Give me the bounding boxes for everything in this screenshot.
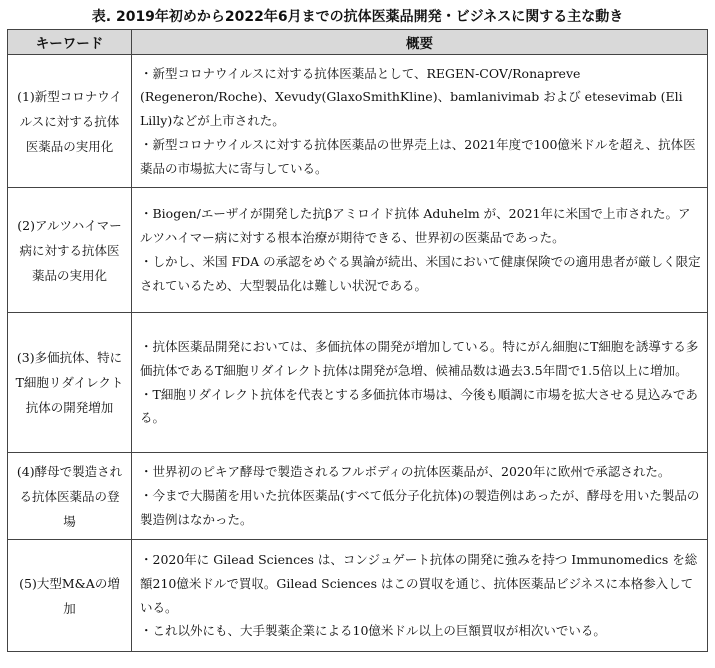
table-row bbox=[8, 55, 708, 188]
row-description bbox=[132, 55, 708, 188]
row-keyword: (5)大型M&Aの増加 bbox=[8, 540, 132, 652]
row-description bbox=[132, 540, 708, 652]
summary-table bbox=[7, 29, 708, 652]
row-keyword: (4)酵母で製造される抗体医薬品の登場 bbox=[8, 453, 132, 540]
header-keyword: キーワード bbox=[8, 30, 132, 55]
description-bullet: ・T細胞リダイレクト抗体を代表とする多価抗体市場は、今後も順調に市場を拡大させる見込みである。 bbox=[140, 386, 698, 426]
row-keyword: (2)アルツハイマー病に対する抗体医薬品の実用化 bbox=[8, 188, 132, 313]
description-bullet: ・これ以外にも、大手製薬企業による10億米ドル以上の巨額買収が相次いでいる。 bbox=[140, 623, 606, 639]
description-bullet: ・世界初のピキア酵母で製造されるフルボディの抗体医薬品が、2020年に欧州で承認された。 bbox=[140, 464, 671, 480]
table-title: 表. 2019年初めから2022年6月までの抗体医薬品開発・ビジネスに関する主な動き bbox=[91, 9, 624, 25]
description-bullet: ・新型コロナウイルスに対する抗体医薬品の世界売上は、2021年度で100億米ドルを超え、抗体医薬品の市場拡大に寄与している。 bbox=[140, 136, 696, 176]
row-keyword: (3)多価抗体、特にT細胞リダイレクト抗体の開発増加 bbox=[8, 313, 132, 453]
table-row bbox=[8, 188, 708, 313]
header-summary: 概要 bbox=[132, 30, 708, 55]
description-bullet: ・新型コロナウイルスに対する抗体医薬品として、REGEN-COV/Ronapreve (Regeneron/Roche)、Xevudy(GlaxoSmithKline)、bamlanivimab および etesevimab (Eli Lilly)などが上市された。 bbox=[140, 65, 683, 129]
description-bullet: ・今まで大腸菌を用いた抗体医薬品(すべて低分子化抗体)の製造例はあったが、酵母を用いた製品の製造例はなかった。 bbox=[140, 488, 700, 527]
description-bullet: ・2020年に Gilead Sciences は、コンジュゲート抗体の開発に強みを持つ Immunomedics を総額210億米ドルで買収。Gilead Sciences はこの買収を通じ、抗体医薬品ビジネスに本格参入している。 bbox=[140, 551, 698, 615]
table-row bbox=[8, 540, 708, 652]
description-bullet: ・しかし、米国 FDA の承認をめぐる異論が続出、米国において健康保険での適用患者が厳しく限定されているため、大型製品化は難しい状況である。 bbox=[140, 254, 701, 293]
row-description bbox=[132, 188, 708, 313]
row-description bbox=[132, 453, 708, 540]
table-row bbox=[8, 453, 708, 540]
description-bullet: ・抗体医薬品開発においては、多価抗体の開発が増加している。特にがん細胞にT細胞を誘導する多価抗体であるT細胞リダイレクト抗体は開発が急増、候補品数は過去3.5年間で1.5倍以上に増加。 bbox=[140, 338, 699, 378]
description-bullet: ・Biogen/エーザイが開発した抗βアミロイド抗体 Aduhelm が、2021年に米国で上市された。アルツハイマー病に対する根本治療が期待できる、世界初の医薬品であった。 bbox=[140, 206, 691, 246]
table-header-row bbox=[8, 30, 708, 55]
row-description bbox=[132, 313, 708, 453]
row-keyword: (1)新型コロナウイルスに対する抗体医薬品の実用化 bbox=[8, 55, 132, 188]
table-row bbox=[8, 313, 708, 453]
